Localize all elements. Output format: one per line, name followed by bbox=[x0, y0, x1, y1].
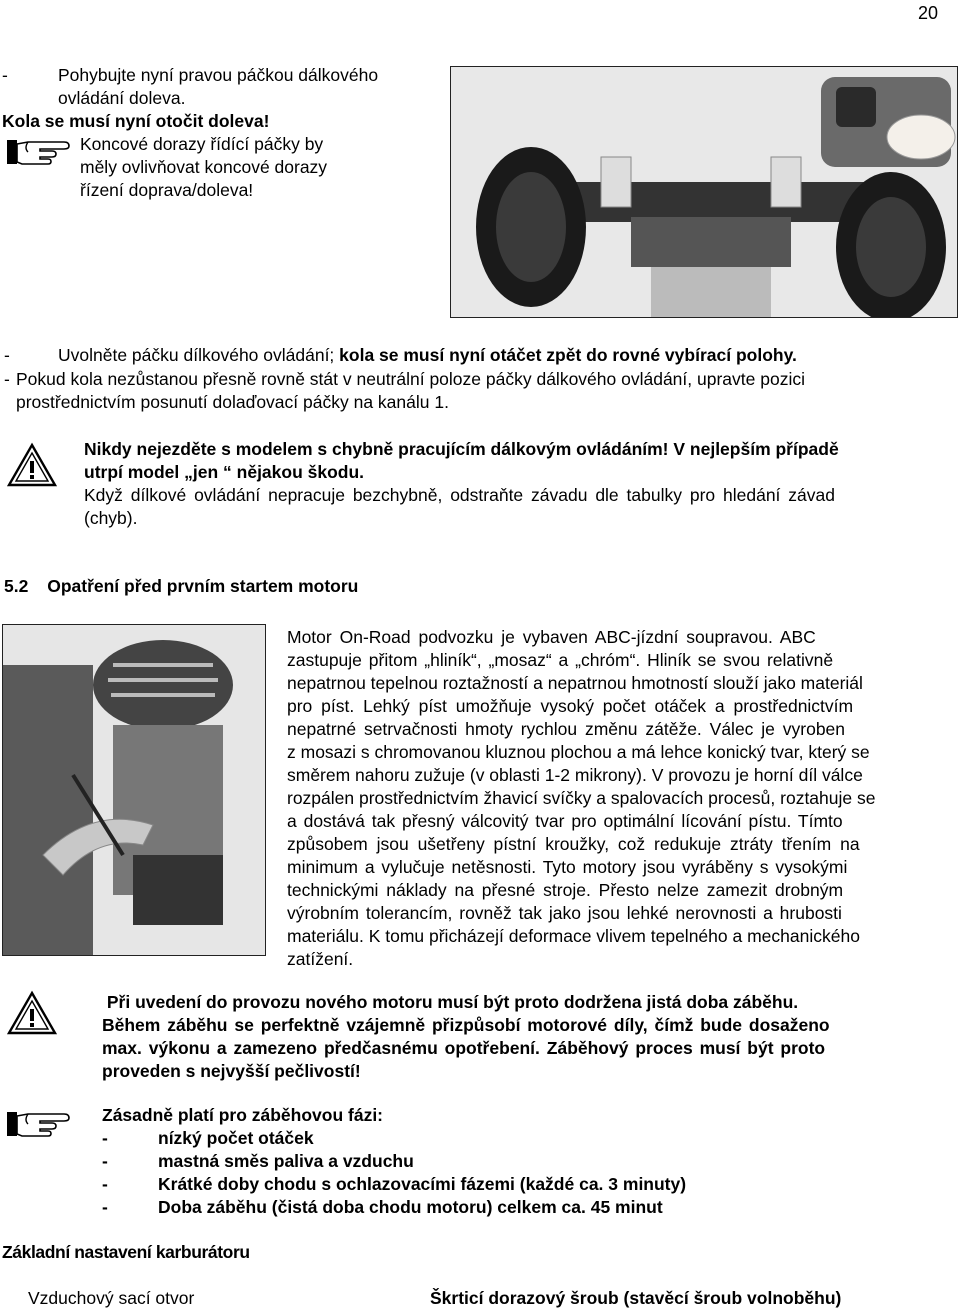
abc-line: způsobem jsou ušetřeny pístní kroužky, což redukuje ztráty třením na bbox=[287, 834, 860, 854]
list-item-text: Krátké doby chodu s ochlazovacími fázemi (každé ca. 3 minuty) bbox=[158, 1174, 687, 1194]
run-in-warning-line: proveden s nejvyšší pečlivostí! bbox=[102, 1061, 361, 1081]
page-number: 20 bbox=[917, 3, 938, 23]
release-instruction bbox=[0, 344, 960, 367]
abc-line: a dostává tak přesný válcovitý tvar pro optimální lícování pístu. Tímto bbox=[287, 811, 843, 831]
abc-description bbox=[287, 626, 955, 971]
note-line3: řízení doprava/doleva! bbox=[80, 180, 254, 200]
abc-line: nepatrné setrvačnosti hmoty rychlou změnu zátěže. Válec je vyroben bbox=[287, 719, 846, 739]
abc-line: rozpálen prostřednictvím žhavicí svíčky a spalovacích procesů, roztahuje se bbox=[287, 788, 876, 808]
section-title: Opatření před prvním startem motoru bbox=[47, 576, 359, 596]
section-heading bbox=[4, 575, 358, 598]
list-item bbox=[102, 1127, 952, 1150]
list-item bbox=[102, 1150, 952, 1173]
steer-left-line2: ovládání doleva. bbox=[58, 88, 186, 108]
warning-line4: (chyb). bbox=[84, 508, 138, 528]
release-normal-text: Uvolněte páčku dílkového ovládání; bbox=[58, 345, 340, 365]
list-dash: - bbox=[4, 369, 10, 389]
list-item-text: nízký počet otáček bbox=[158, 1128, 314, 1148]
list-item-text: mastná směs paliva a vzduchu bbox=[158, 1151, 414, 1171]
pointing-hand-icon bbox=[6, 136, 72, 174]
note-line1: Koncové dorazy řídící páčky by bbox=[80, 134, 324, 154]
trim-instruction bbox=[0, 368, 960, 414]
list-dash: - bbox=[102, 1128, 108, 1148]
trim-line2: prostřednictvím posunutí dolaďovací páčky na kanálu 1. bbox=[16, 392, 449, 412]
list-item bbox=[102, 1173, 952, 1196]
section-number: 5.2 bbox=[4, 576, 29, 596]
list-item bbox=[102, 1196, 952, 1219]
air-intake-label: Vzduchový sací otvor bbox=[28, 1288, 195, 1308]
carb-heading: Základní nastavení karburátoru bbox=[2, 1242, 250, 1262]
run-in-warning bbox=[102, 991, 952, 1083]
steer-left-line1: Pohybujte nyní pravou páčkou dálkového bbox=[58, 65, 379, 85]
release-bold-text: kola se musí nyní otáčet zpět do rovné vybírací polohy. bbox=[339, 345, 797, 365]
warning-triangle-icon bbox=[6, 442, 58, 494]
abc-line: minimum a vylučuje netěsnosti. Tyto motory jsou vyráběny s vysokými bbox=[287, 857, 848, 877]
list-dash: - bbox=[102, 1151, 108, 1171]
trim-line1: Pokud kola nezůstanou přesně rovně stát v neutrální poloze páčky dálkového ovládání, upravte pozici bbox=[16, 369, 805, 389]
list-item-text: Doba záběhu (čistá doba chodu motoru) celkem ca. 45 minut bbox=[158, 1197, 663, 1217]
warning-bold-line2: utrpí model „jen “ nějakou škodu. bbox=[84, 462, 365, 482]
run-in-title: Zásadně platí pro záběhovou fázi: bbox=[102, 1105, 384, 1125]
chassis-remote-photo bbox=[450, 66, 958, 318]
run-in-warning-line: Během záběhu se perfektně vzájemně přizpůsobí motorové díly, čímž bude dosaženo bbox=[102, 1015, 830, 1035]
abc-line: nepatrnou tepelnou roztažností a nepatrnou hmotností slouží jako materiál bbox=[287, 673, 863, 693]
note-line2: měly ovlivňovat koncové dorazy bbox=[80, 157, 328, 177]
abc-line: pro píst. Lehký píst umožňuje vysoký počet otáček a prostřednictvím bbox=[287, 696, 854, 716]
abc-line: zatížení. bbox=[287, 949, 354, 969]
abc-line: technickými náklady na přesné stroje. Přesto nelze zamezit drobným bbox=[287, 880, 844, 900]
run-in-warning-line: Při uvedení do provozu nového motoru musí být proto dodržena jistá doba záběhu. bbox=[102, 992, 799, 1012]
warning-bold-line1: Nikdy nejezděte s modelem s chybně pracujícím dálkovým ovládáním! V nejlepším případě bbox=[84, 439, 839, 459]
engine-photo bbox=[2, 624, 266, 956]
abc-line: směrem nahoru zužuje (v oblasti 1-2 mikrony). V provozu je horní díl válce bbox=[287, 765, 863, 785]
run-in-warning-line: max. výkonu a zamezeno předčasnému opotřebení. Záběhový proces musí být proto bbox=[102, 1038, 826, 1058]
warning-line3: Když dílkové ovládání nepracuje bezchybně, odstraňte závadu dle tabulky pro hledání závad bbox=[84, 485, 835, 505]
abc-line: materiálu. K tomu přicházejí deformace vlivem tepelného a mechanického bbox=[287, 926, 860, 946]
abc-line: výrobním tolerancím, rovněž tak jako jsou lehké nerovnosti a hrubosti bbox=[287, 903, 842, 923]
abc-line: zastupuje přitom „hliník“, „mosaz“ a „chróm“. Hliník se svou relativně bbox=[287, 650, 834, 670]
pointing-hand-icon bbox=[6, 1108, 72, 1146]
list-dash: - bbox=[102, 1174, 108, 1194]
list-dash: - bbox=[4, 345, 10, 365]
remote-warning bbox=[84, 438, 950, 530]
abc-line: Motor On-Road podvozku je vybaven ABC-jízdní soupravou. ABC bbox=[287, 627, 816, 647]
abc-line: z mosazi s chromovanou kluznou plochou a má lehce konický tvar, který se bbox=[287, 742, 870, 762]
warning-triangle-icon bbox=[6, 990, 58, 1042]
throttle-screw-label: Škrticí dorazový šroub (stavěcí šroub volnoběhu) bbox=[430, 1288, 842, 1308]
run-in-list bbox=[102, 1104, 952, 1219]
list-dash: - bbox=[2, 65, 8, 85]
wheels-left-bold: Kola se musí nyní otočit doleva! bbox=[2, 111, 270, 131]
steering-left-block bbox=[0, 64, 430, 202]
list-dash: - bbox=[102, 1197, 108, 1217]
